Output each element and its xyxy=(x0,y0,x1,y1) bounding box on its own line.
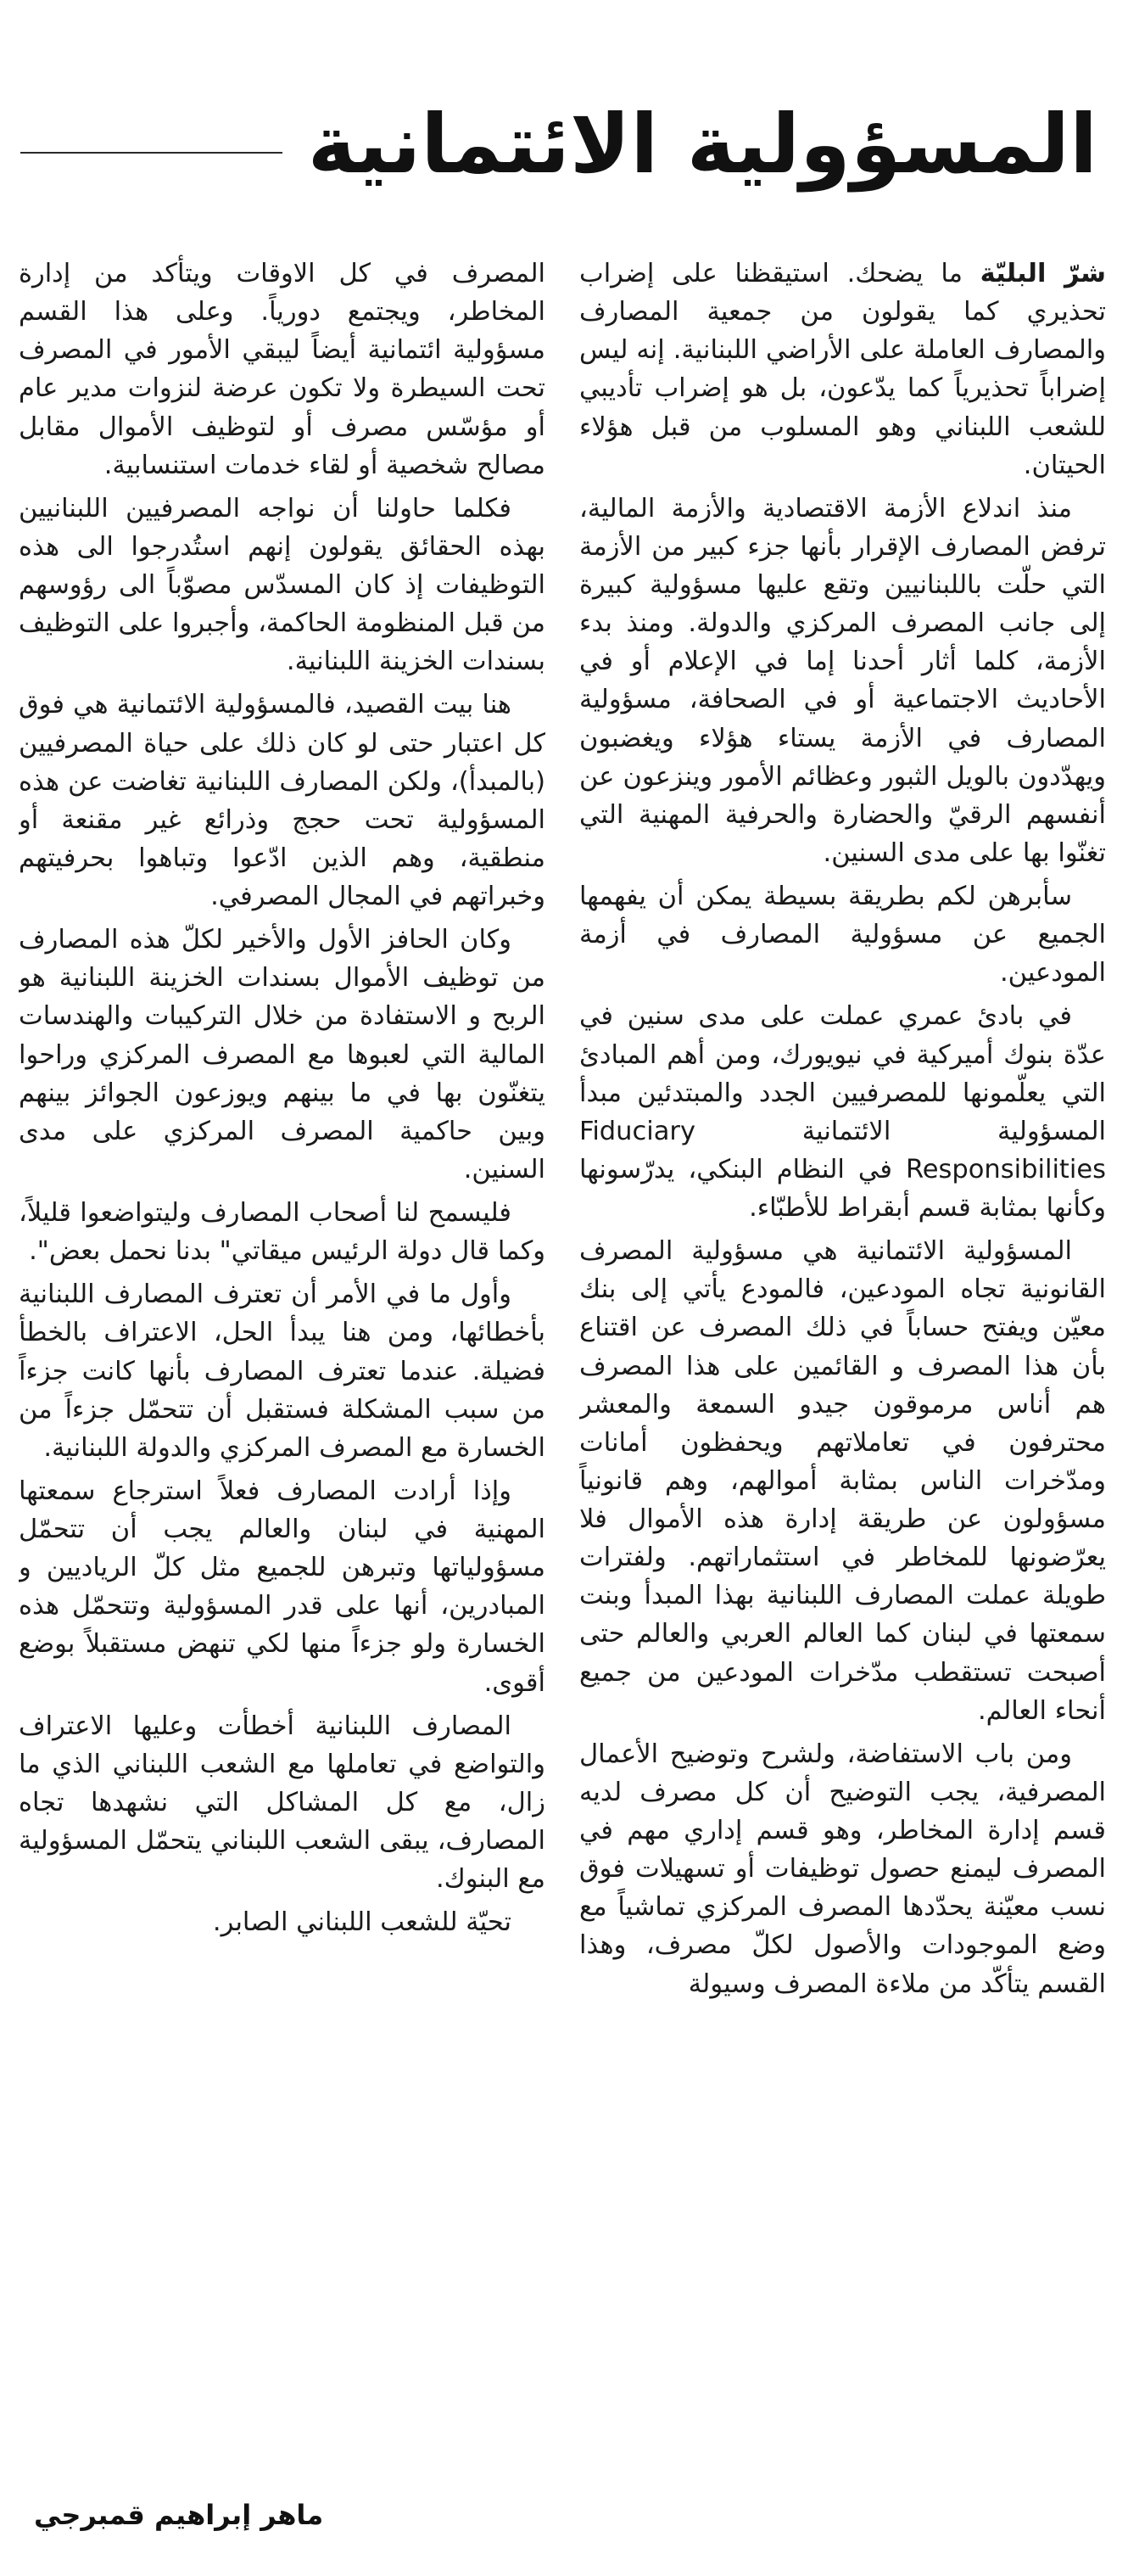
paragraph: وكان الحافز الأول والأخير لكلّ هذه المصارف من توظيف الأموال بسندات الخزينة اللبنانية هو الربح و الاستفادة من خلال التركيبات والهندسات المالية التي لعبوها مع المصرف المركزي وراحوا يتغنّون بها في ما بينهم ويوزعون الجوائز بينهم وبين حاكمية المصرف المركزي على مدى السنين. xyxy=(19,925,545,1184)
article-title: المسؤولية الائتمانية xyxy=(307,97,1097,192)
column-left xyxy=(19,255,545,2512)
paragraph: سأبرهن لكم بطريقة بسيطة يمكن أن يفهمها الجميع عن مسؤولية المصارف في أزمة المودعين. xyxy=(579,882,1106,988)
paragraph: منذ اندلاع الأزمة الاقتصادية والأزمة المالية، ترفض المصارف الإقرار بأنها جزء كبير من الأزمة التي حلّت باللبنانيين وتقع عليها مسؤولية كبيرة إلى جانب المصرف المركزي والدولة. ومنذ بدء الأزمة، كلما أثار أحدنا إما في الإعلام أو في الأحاديث الاجتماعية أو في الصحافة، مسؤولية المصارف في الأزمة يستاء هؤلاء ويغضبون ويهدّدون بالويل الثبور وعظائم الأمور وينزعون عن أنفسهم الرقيّ والحضارة والحرفية المهنية التي تغنّوا بها على مدى السنين. xyxy=(579,493,1106,868)
column-right xyxy=(579,255,1106,2512)
article-body xyxy=(19,255,1106,2512)
english-term: Fiduciary Responsibilities xyxy=(579,1116,1106,1184)
paragraph-text: في النظام البنكي، يدرّسونها وكأنها بمثابة قسم أبقراط للأطبّاء. xyxy=(579,1154,1106,1223)
paragraph: المصارف اللبنانية أخطأت وعليها الاعتراف والتواضع في تعاملها مع الشعب اللبناني الذي ما زال، مع كل المشاكل التي نشهدها تجاه المصارف، يبقى الشعب اللبناني يتحمّل المسؤولية مع البنوك. xyxy=(19,1711,545,1895)
paragraph: فكلما حاولنا أن نواجه المصرفيين اللبنانيين بهذه الحقائق يقولون إنهم استُدرجوا الى هذه التوظيفات إذ كان المسدّس مصوّباً الى رؤوسهم من قبل المنظومة الحاكمة، وأجبروا على التوظيف بسندات الخزينة اللبنانية. xyxy=(19,493,545,677)
paragraph-text: في بادئ عمري عملت على مدى سنين في عدّة بنوك أميركية في نيويورك، ومن أهم المبادئ التي يعلّمونها للمصرفيين الجدد والمبتدئين مبدأ المسؤولية الائتمانية xyxy=(579,1001,1106,1146)
paragraph xyxy=(579,997,1106,1227)
paragraph: المسؤولية الائتمانية هي مسؤولية المصرف القانونية تجاه المودعين، فالمودع يأتي إلى بنك معيّن ويفتح حساباً في ذلك المصرف عن اقتناع بأن هذا المصرف و القائمين على هذا المصرف هم أناس مرموقون جيدو السمعة والمعشر محترفون في تعاملاتهم ويحفظون أمانات ومدّخرات الناس بمثابة أموالهم، وهم قانونياً مسؤولون عن طريقة إدارة هذه الأموال فلا يعرّضونها للمخاطر في استثماراتهم. ولفترات طويلة عملت المصارف اللبنانية بهذا المبدأ وبنت سمعتها في لبنان كما العالم العربي والعالم حتى أصبحت تستقطب مدّخرات المودعين من جميع أنحاء العالم. xyxy=(579,1236,1106,1726)
paragraph: ومن باب الاستفاضة، ولشرح وتوضيح الأعمال المصرفية، يجب التوضيح أن كل مصرف لديه قسم إدارة المخاطر، وهو قسم إداري مهم في المصرف ليمنع حصول توظيفات أو تسهيلات فوق نسب معيّنة يحدّدها المصرف المركزي تماشياً مع وضع الموجودات والأصول لكلّ مصرف، وهذا القسم يتأكّد من ملاءة المصرف وسيولة xyxy=(579,1739,1106,1999)
paragraph: وأول ما في الأمر أن تعترف المصارف اللبنانية بأخطائها، ومن هنا يبدأ الحل، الاعتراف بالخطأ فضيلة. عندما تعترف المصارف بأنها كانت جزءاً من سبب المشكلة فستقبل أن تتحمّل جزءاً من الخسارة مع المصرف المركزي والدولة اللبنانية. xyxy=(19,1280,545,1463)
title-rule xyxy=(20,152,282,154)
paragraph-text: ما يضحك. استيقظنا على إضراب تحذيري كما يقولون من جمعية المصارف والمصارف العاملة على الأراضي اللبنانية. إنه ليس إضراباً تحذيرياً كما يدّعون، بل هو إضراب تأديبي للشعب اللبناني وهو المسلوب من قبل هؤلاء الحيتان. xyxy=(579,259,1106,480)
lead-in: شرّ البليّة xyxy=(980,259,1106,288)
paragraph: وإذا أرادت المصارف فعلاً استرجاع سمعتها المهنية في لبنان والعالم يجب أن تتحمّل مسؤولياتها وتبرهن للجميع مثل كلّ الرياديين و المبادرين، أنها على قدر المسؤولية وتتحمّل هذه الخسارة ولو جزءاً منها لكي تنهض مستقبلاً بوضع أقوى. xyxy=(19,1476,545,1698)
headline-row xyxy=(20,85,1097,204)
paragraph: فليسمح لنا أصحاب المصارف وليتواضعوا قليلاً، وكما قال دولة الرئيس ميقاتي" بدنا نحمل بعض". xyxy=(19,1198,545,1267)
author-signature: ماهر إبراهيم قمبرجي xyxy=(34,2499,324,2531)
paragraph: هنا بيت القصيد، فالمسؤولية الائتمانية هي فوق كل اعتبار حتى لو كان ذلك على حياة المصرفيين (بالمبدأ)، ولكن المصارف اللبنانية تغاضت عن هذه المسؤولية تحت حجج وذرائع غير مقنعة أو منطقية، وهم الذين ادّعوا وتباهوا بحرفيتهم وخبراتهم في المجال المصرفي. xyxy=(19,690,545,911)
paragraph: تحيّة للشعب اللبناني الصابر. xyxy=(212,1907,511,1938)
paragraph: المصرف في كل الاوقات ويتأكد من إدارة المخاطر، ويجتمع دورياً. وعلى هذا القسم مسؤولية ائتمانية أيضاً ليبقي الأمور في المصرف تحت السيطرة ولا تكون عرضة لنزوات مدير عام أو مؤسّس مصرف أو لتوظيف الأموال مقابل مصالح شخصية أو لقاء خدمات استنسابية. xyxy=(19,259,545,480)
paragraph xyxy=(579,255,1106,484)
